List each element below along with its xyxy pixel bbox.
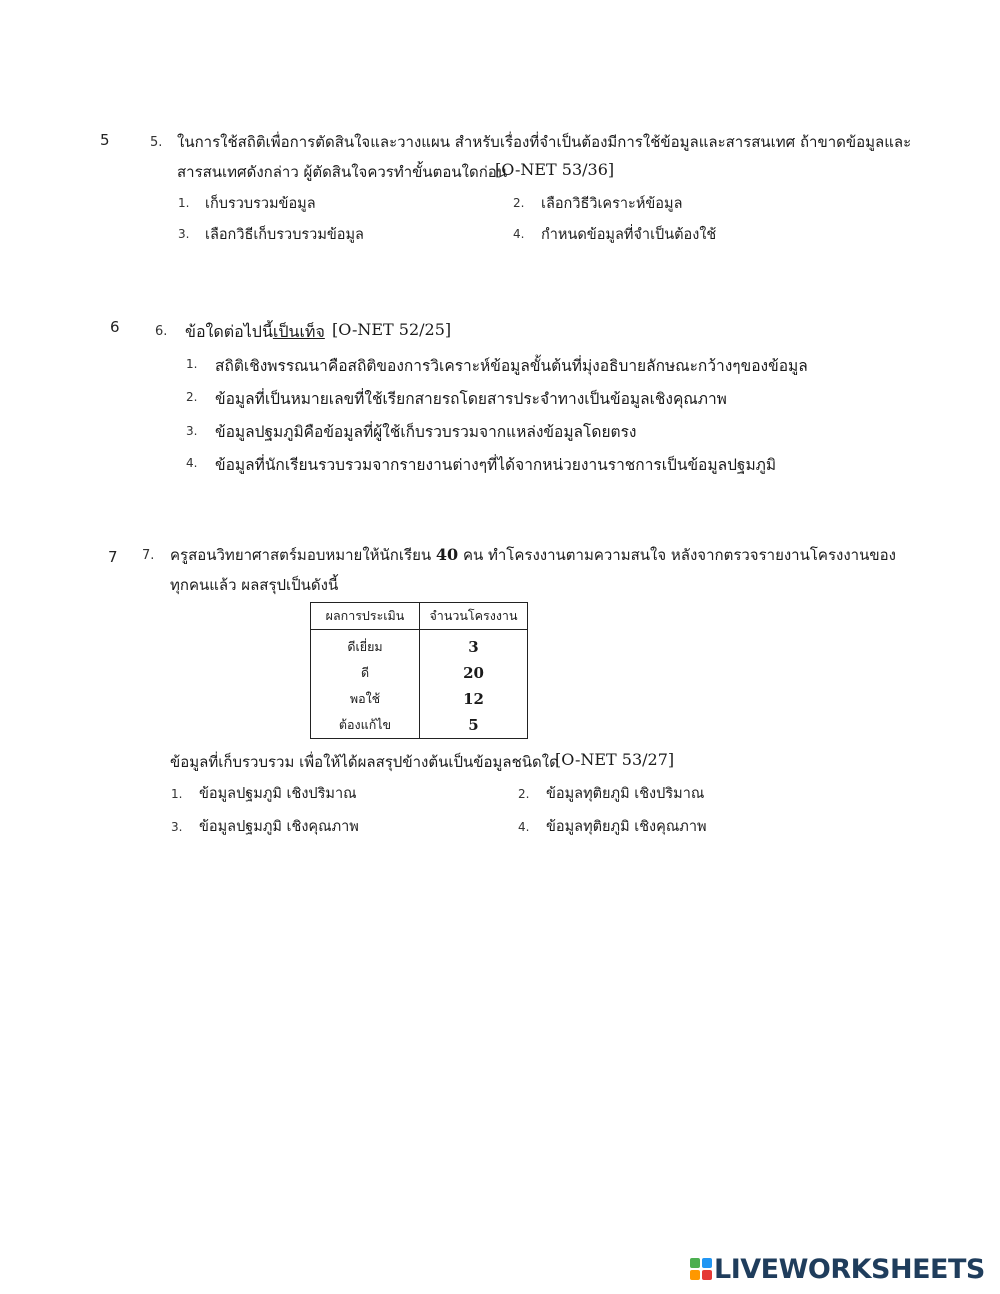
table-row	[311, 712, 528, 739]
table-cell-label: ดีเยี่ยม	[311, 630, 420, 661]
option-number: 2.	[518, 787, 530, 801]
answer-label-6: 6	[110, 318, 120, 336]
question-text-main: ข้อใดต่อไปนี้	[185, 322, 273, 341]
table-cell-label: ต้องแก้ไข	[311, 712, 420, 739]
question-prompt: ข้อมูลที่เก็บรวบรวม เพื่อให้ได้ผลสรุปข้างต้นเป็นข้อมูลชนิดใด	[170, 753, 559, 771]
option-number: 3.	[171, 820, 183, 834]
table-cell-value: 20	[463, 664, 484, 682]
option-number: 4.	[518, 820, 530, 834]
question-text-part: ครูสอนวิทยาศาสตร์มอบหมายให้นักเรียน	[170, 546, 432, 564]
option-number: 2.	[186, 390, 198, 404]
option-number: 2.	[513, 196, 525, 210]
student-count: 40	[435, 545, 459, 564]
question-text-line1	[170, 543, 896, 567]
option-text: ข้อมูลทุติยภูมิ เชิงปริมาณ	[546, 786, 705, 802]
exam-reference: [O-NET 52/25]	[332, 320, 452, 339]
table-header: ผลการประเมิน	[311, 603, 420, 630]
option-text: ข้อมูลปฐมภูมิ เชิงคุณภาพ	[199, 819, 359, 835]
option-text: กำหนดข้อมูลที่จำเป็นต้องใช้	[541, 227, 717, 243]
question-number: 6.	[155, 324, 168, 339]
question-text-emphasis: เป็นเท็จ	[272, 322, 325, 341]
table-row	[311, 660, 528, 686]
exam-reference: [O-NET 53/27]	[555, 750, 675, 769]
option-number: 4.	[513, 227, 525, 241]
question-text	[185, 320, 325, 345]
question-text-line1: ในการใช้สถิติเพื่อการตัดสินใจและวางแผน สำหรับเรื่องที่จำเป็นต้องมีการใช้ข้อมูลและสารสนเทศ ถ้าขาดข้อมูลและ	[177, 133, 912, 151]
option-text: ข้อมูลที่นักเรียนรวบรวมจากรายงานต่างๆที่ได้จากหน่วยงานราชการเป็นข้อมูลปฐมภูมิ	[215, 456, 777, 474]
question-text-line2: ทุกคนแล้ว ผลสรุปเป็นดังนี้	[170, 576, 339, 594]
option-number: 1.	[178, 196, 190, 210]
evaluation-table	[310, 602, 528, 739]
option-number: 3.	[178, 227, 190, 241]
option-text: เลือกวิธีเก็บรวบรวมข้อมูล	[205, 227, 364, 243]
table-cell-label: ดี	[311, 660, 420, 686]
option-text: เลือกวิธีวิเคราะห์ข้อมูล	[541, 196, 683, 212]
option-number: 3.	[186, 424, 198, 438]
brand-name: LIVEWORKSHEETS	[714, 1253, 985, 1285]
option-text: เก็บรวบรวมข้อมูล	[205, 196, 316, 212]
logo-icon	[690, 1258, 712, 1280]
option-number: 1.	[171, 787, 183, 801]
option-text: สถิติเชิงพรรณนาคือสถิติของการวิเคราะห์ข้อมูลขั้นต้นที่มุ่งอธิบายลักษณะกว้างๆของข้อมูล	[215, 357, 808, 375]
table-row	[311, 686, 528, 712]
answer-label-5: 5	[100, 131, 110, 149]
question-text-line2: สารสนเทศดังกล่าว ผู้ตัดสินใจควรทำขั้นตอนใดก่อน	[177, 163, 508, 181]
option-text: ข้อมูลที่เป็นหมายเลขที่ใช้เรียกสายรถโดยสารประจำทางเป็นข้อมูลเชิงคุณภาพ	[215, 390, 727, 408]
table-cell-label: พอใช้	[311, 686, 420, 712]
table-header: จำนวนโครงงาน	[420, 603, 528, 630]
table-cell-value: 3	[468, 638, 479, 656]
table-row	[311, 630, 528, 661]
option-text: ข้อมูลปฐมภูมิคือข้อมูลที่ผู้ใช้เก็บรวบรวมจากแหล่งข้อมูลโดยตรง	[215, 423, 637, 441]
question-number: 7.	[142, 548, 155, 563]
option-text: ข้อมูลทุติยภูมิ เชิงคุณภาพ	[546, 819, 707, 835]
option-number: 4.	[186, 456, 198, 470]
table-cell-value: 12	[463, 690, 484, 708]
exam-reference: [O-NET 53/36]	[495, 160, 615, 179]
question-number: 5.	[150, 135, 163, 150]
option-number: 1.	[186, 357, 198, 371]
liveworksheets-logo	[690, 1252, 985, 1286]
question-text-part: คน ทำโครงงานตามความสนใจ หลังจากตรวจรายงานโครงงานของ	[462, 546, 896, 564]
table-cell-value: 5	[468, 716, 479, 734]
option-text: ข้อมูลปฐมภูมิ เชิงปริมาณ	[199, 786, 357, 802]
answer-label-7: 7	[108, 548, 118, 566]
